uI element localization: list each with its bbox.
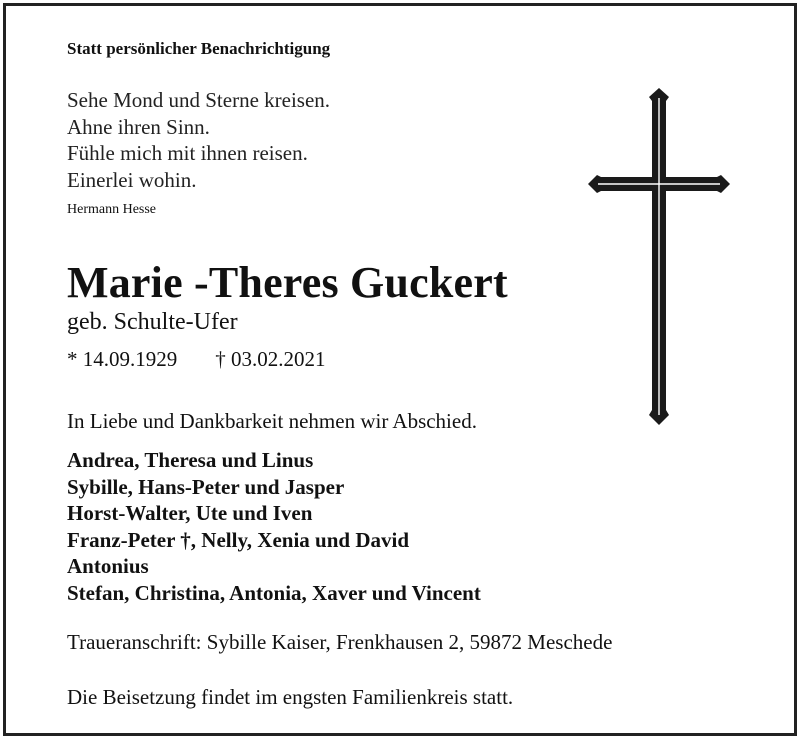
poem-line: Einerlei wohin. (67, 167, 197, 192)
deceased-name: Marie -Theres Guckert (67, 258, 508, 307)
family-line: Franz-Peter †, Nelly, Xenia und David (67, 527, 410, 552)
poem-line: Sehe Mond und Sterne kreisen. (67, 88, 331, 112)
birth-date: * 14.09.1929 (67, 347, 178, 371)
poem-line: Ahne ihren Sinn. (67, 114, 210, 139)
cross-icon (588, 88, 730, 426)
family-line: Andrea, Theresa und Linus (67, 448, 314, 472)
death-date: † 03.02.2021 (215, 347, 326, 371)
family-list (67, 447, 481, 606)
poem-line: Fühle mich mit ihnen reisen. (67, 141, 308, 165)
burial-note: Die Beisetzung findet im engsten Familienkreis statt. (67, 685, 514, 709)
birth-name: geb. Schulte-Ufer (67, 309, 238, 335)
family-line: Stefan, Christina, Antonia, Xaver und Vincent (67, 580, 481, 605)
family-line: Antonius (67, 554, 149, 578)
family-line: Horst-Walter, Ute und Iven (67, 501, 313, 525)
poem (67, 87, 330, 193)
farewell-text: In Liebe und Dankbarkeit nehmen wir Abschied. (67, 409, 477, 433)
poem-author: Hermann Hesse (67, 202, 157, 217)
mourning-address: Traueranschrift: Sybille Kaiser, Frenkhausen 2, 59872 Meschede (67, 630, 613, 654)
notice-intro: Statt persönlicher Benachrichtigung (67, 39, 331, 58)
family-line: Sybille, Hans-Peter und Jasper (67, 474, 345, 499)
life-dates (67, 347, 326, 372)
